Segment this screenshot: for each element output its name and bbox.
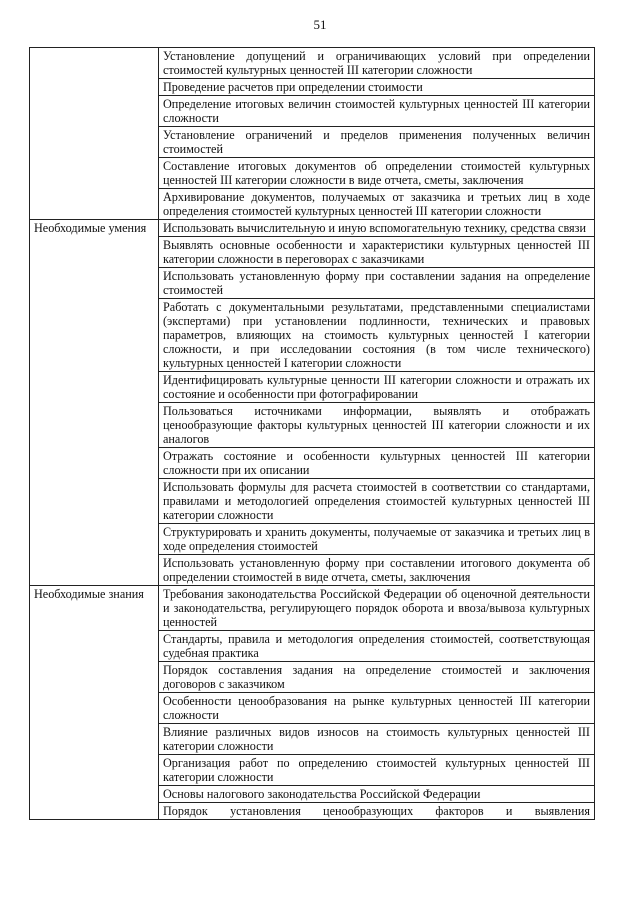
requirement-item: Порядок составления задания на определение стоимостей и заключения договоров с заказчиком xyxy=(159,662,595,693)
requirement-item: Порядок установления ценообразующих факторов и выявления xyxy=(159,803,595,820)
competency-table-body xyxy=(30,48,595,820)
page-number: 51 xyxy=(313,17,327,32)
table-row xyxy=(30,48,595,79)
requirement-item: Установление ограничений и пределов применения полученных величин стоимостей xyxy=(159,127,595,158)
section-label: Необходимые умения xyxy=(30,220,159,586)
requirement-item: Стандарты, правила и методология определения стоимостей, соответствующая судебная практика xyxy=(159,631,595,662)
requirement-item: Отражать состояние и особенности культурных ценностей III категории сложности при их описании xyxy=(159,448,595,479)
requirement-item: Архивирование документов, получаемых от заказчика и третьих лиц в ходе определения стоимостей культурных ценностей III категории сложности xyxy=(159,189,595,220)
table-row xyxy=(30,220,595,237)
requirement-item: Проведение расчетов при определении стоимости xyxy=(159,79,595,96)
table-row xyxy=(30,586,595,631)
requirement-item: Особенности ценообразования на рынке культурных ценностей III категории сложности xyxy=(159,693,595,724)
section-label xyxy=(30,48,159,220)
requirement-item: Использовать установленную форму при составлении итогового документа об определении стоимостей в виде отчета, сметы, заключения xyxy=(159,555,595,586)
requirement-item: Работать с документальными результатами, представленными специалистами (экспертами) при установлении подлинности, технических и правовых параметров, влияющих на стоимость культурных ценностей I категории сложности, и при исследовании состояния (в том числе технического) культурных ценностей I категории сложности xyxy=(159,299,595,372)
requirement-item: Составление итоговых документов об определении стоимостей культурных ценностей III категории сложности в виде отчета, сметы, заключения xyxy=(159,158,595,189)
requirement-item: Пользоваться источниками информации, выявлять и отображать ценообразующие факторы культурных ценностей III категории сложности и их аналогов xyxy=(159,403,595,448)
competency-table xyxy=(29,47,595,820)
section-label: Необходимые знания xyxy=(30,586,159,820)
requirement-item: Структурировать и хранить документы, получаемые от заказчика и третьих лиц в ходе определения стоимостей xyxy=(159,524,595,555)
requirement-item: Идентифицировать культурные ценности III категории сложности и отражать их состояние и особенности при фотографировании xyxy=(159,372,595,403)
requirement-item: Выявлять основные особенности и характеристики культурных ценностей III категории сложности в переговорах с заказчиками xyxy=(159,237,595,268)
requirement-item: Определение итоговых величин стоимостей культурных ценностей III категории сложности xyxy=(159,96,595,127)
requirement-item: Использовать установленную форму при составлении задания на определение стоимостей xyxy=(159,268,595,299)
requirement-item: Использовать формулы для расчета стоимостей в соответствии со стандартами, правилами и методологией определения стоимостей культурных ценностей III категории сложности xyxy=(159,479,595,524)
requirement-item: Влияние различных видов износов на стоимость культурных ценностей III категории сложности xyxy=(159,724,595,755)
requirement-item: Использовать вычислительную и иную вспомогательную технику, средства связи xyxy=(159,220,595,237)
requirement-item: Основы налогового законодательства Российской Федерации xyxy=(159,786,595,803)
requirement-item: Требования законодательства Российской Федерации об оценочной деятельности и законодательства, регулирующего порядок оборота и ввоза/вывоза культурных ценностей xyxy=(159,586,595,631)
requirement-item: Организация работ по определению стоимостей культурных ценностей III категории сложности xyxy=(159,755,595,786)
requirement-item: Установление допущений и ограничивающих условий при определении стоимостей культурных ценностей III категории сложности xyxy=(159,48,595,79)
